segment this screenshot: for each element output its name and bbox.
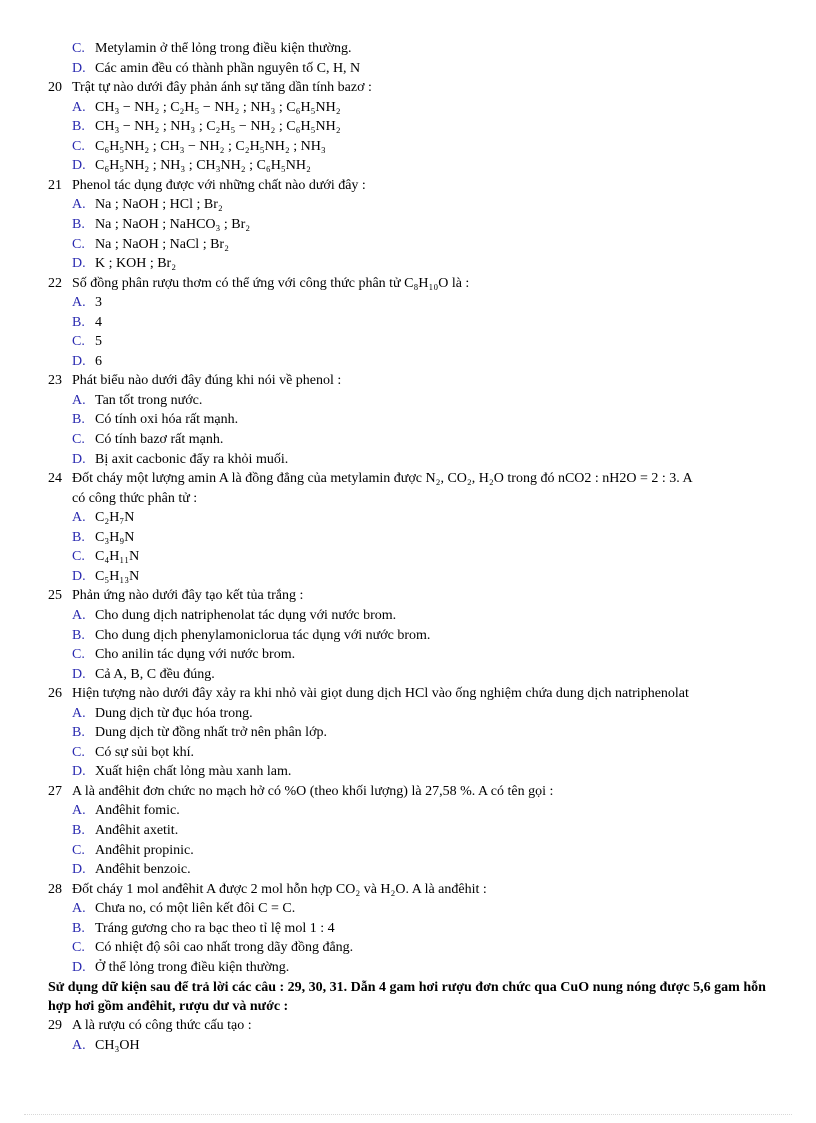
answer-option bbox=[72, 939, 353, 957]
answer-option bbox=[72, 646, 295, 664]
option-letter: D. bbox=[72, 451, 86, 467]
question-text: Phát biểu nào dưới đây đúng khi nói về phenol : bbox=[72, 373, 342, 389]
question-text: Số đồng phân rượu thơm có thể ứng với công thức phân tử C₈H₁₀O là : bbox=[72, 275, 470, 291]
option-letter: D. bbox=[72, 353, 86, 369]
question-number: 23 bbox=[48, 373, 62, 389]
question-24 bbox=[48, 470, 788, 488]
answer-option bbox=[72, 900, 295, 918]
question-text: Phenol tác dụng được với những chất nào dưới đây : bbox=[72, 177, 366, 193]
answer-option bbox=[72, 216, 250, 234]
question-number: 22 bbox=[48, 275, 62, 291]
answer-option bbox=[72, 40, 351, 58]
option-text: Xuất hiện chất lỏng màu xanh lam. bbox=[95, 764, 292, 780]
option-text: Các amin đều có thành phần nguyên tố C, H, N bbox=[95, 60, 361, 76]
option-text: Ở thể lỏng trong điều kiện thường. bbox=[95, 959, 290, 975]
option-letter: C. bbox=[72, 432, 85, 447]
answer-option bbox=[72, 920, 335, 938]
page-footer-divider bbox=[24, 1114, 792, 1115]
answer-option bbox=[72, 763, 291, 781]
option-text: Na ; NaOH ; HCl ; Br₂ bbox=[95, 197, 223, 213]
answer-option bbox=[72, 724, 327, 742]
option-text: 6 bbox=[95, 353, 102, 369]
option-text: Cho dung dịch phenylamoniclorua tác dụng với nước brom. bbox=[95, 627, 431, 643]
answer-option bbox=[72, 353, 102, 371]
answer-option bbox=[72, 451, 288, 469]
question-text: Phản ứng nào dưới đây tạo kết tủa trắng : bbox=[72, 588, 304, 604]
option-letter: C. bbox=[72, 940, 85, 956]
answer-option bbox=[72, 60, 360, 78]
option-letter: C. bbox=[72, 549, 85, 565]
question-number: 24 bbox=[48, 471, 62, 487]
option-letter: D. bbox=[72, 158, 86, 174]
question-number: 28 bbox=[48, 881, 62, 897]
option-text: CH₃ − NH₂ ; NH₃ ; C₂H₅ − NH₂ ; C₆H₅NH₂ bbox=[95, 119, 341, 135]
option-text: K ; KOH ; Br₂ bbox=[95, 256, 177, 272]
question-text: A là anđêhit đơn chức no mạch hở có %O (theo khối lượng) là 27,58 %. A có tên gọi : bbox=[72, 783, 554, 799]
answer-option bbox=[72, 705, 253, 723]
option-text: C₂H₇N bbox=[95, 510, 135, 526]
option-text: Anđêhit fomic. bbox=[95, 803, 180, 819]
question-text-continued: có công thức phân tử : bbox=[72, 490, 198, 506]
question-20 bbox=[48, 79, 788, 97]
option-letter: D. bbox=[72, 764, 86, 780]
option-letter: D. bbox=[72, 862, 86, 878]
question-26 bbox=[48, 685, 788, 703]
question-text: Đốt cháy một lượng amin A là đồng đẳng của metylamin được N₂, CO₂, H₂O trong đó nCO2 : nH2O = 2 : 3. A bbox=[72, 471, 693, 487]
answer-option bbox=[72, 744, 194, 762]
question-text: A là rượu có công thức cấu tạo : bbox=[72, 1018, 252, 1034]
option-letter: D. bbox=[72, 959, 86, 975]
option-text: C₆H₅NH₂ ; NH₃ ; CH₃NH₂ ; C₆H₅NH₂ bbox=[95, 158, 311, 174]
answer-option bbox=[72, 1037, 140, 1055]
answer-option bbox=[72, 138, 326, 156]
option-text: 4 bbox=[95, 314, 102, 330]
answer-option bbox=[72, 196, 223, 214]
option-text: Dung dịch từ đồng nhất trở nên phân lớp. bbox=[95, 725, 327, 741]
answer-option bbox=[72, 411, 238, 429]
answer-option bbox=[72, 822, 178, 840]
question-number: 26 bbox=[48, 686, 62, 702]
option-text: Cho anilin tác dụng với nước brom. bbox=[95, 647, 296, 663]
option-letter: B. bbox=[72, 529, 85, 545]
answer-option bbox=[72, 392, 202, 410]
option-text: Có nhiệt độ sôi cao nhất trong dãy đồng đẳng. bbox=[95, 940, 354, 956]
option-text: 5 bbox=[95, 334, 102, 350]
option-letter: D. bbox=[72, 666, 86, 682]
answer-option bbox=[72, 157, 311, 175]
question-22 bbox=[48, 275, 788, 293]
answer-option bbox=[72, 255, 176, 273]
option-letter: B. bbox=[72, 119, 85, 135]
option-text: Anđêhit benzoic. bbox=[95, 862, 191, 878]
option-text: Tráng gương cho ra bạc theo tỉ lệ mol 1 : 4 bbox=[95, 920, 335, 936]
option-letter: A. bbox=[72, 197, 86, 213]
option-text: Cả A, B, C đều đúng. bbox=[95, 666, 215, 682]
option-letter: D. bbox=[72, 60, 86, 76]
answer-option bbox=[72, 294, 102, 312]
option-text: Cho dung dịch natriphenolat tác dụng với nước brom. bbox=[95, 607, 397, 623]
option-text: Anđêhit axetit. bbox=[95, 823, 179, 838]
question-number: 25 bbox=[48, 588, 62, 604]
option-text: 3 bbox=[95, 295, 102, 311]
option-text: C₆H₅NH₂ ; CH₃ − NH₂ ; C₂H₅NH₂ ; NH₃ bbox=[95, 138, 326, 154]
answer-option bbox=[72, 607, 396, 625]
answer-option bbox=[72, 548, 139, 566]
option-letter: A. bbox=[72, 99, 86, 115]
answer-option bbox=[72, 529, 134, 547]
option-letter: C. bbox=[72, 334, 85, 350]
option-letter: C. bbox=[72, 138, 85, 154]
question-23 bbox=[48, 372, 788, 390]
question-25 bbox=[48, 587, 788, 605]
question-28 bbox=[48, 881, 788, 899]
option-letter: B. bbox=[72, 314, 85, 330]
answer-option bbox=[72, 99, 341, 117]
answer-option bbox=[72, 861, 191, 879]
option-letter: A. bbox=[72, 295, 86, 311]
option-text: CH₃ − NH₂ ; C₂H₅ − NH₂ ; NH₃ ; C₆H₅NH₂ bbox=[95, 99, 341, 115]
option-letter: A. bbox=[72, 1037, 86, 1053]
answer-option bbox=[72, 314, 102, 332]
option-text: Tan tốt trong nước. bbox=[95, 392, 203, 408]
option-text: Na ; NaOH ; NaHCO₃ ; Br₂ bbox=[95, 216, 251, 232]
option-text: C₃H₉N bbox=[95, 529, 135, 545]
answer-option bbox=[72, 959, 289, 977]
option-letter: B. bbox=[72, 823, 85, 838]
option-letter: B. bbox=[72, 412, 85, 428]
option-text: Anđêhit propinic. bbox=[95, 842, 194, 858]
option-text: Na ; NaOH ; NaCl ; Br₂ bbox=[95, 236, 229, 252]
option-text: C₅H₁₃N bbox=[95, 568, 140, 584]
option-text: Có tính bazơ rất mạnh. bbox=[95, 432, 224, 447]
question-29 bbox=[48, 1017, 788, 1035]
option-text: Chưa no, có một liên kết đôi C = C. bbox=[95, 901, 296, 917]
option-letter: C. bbox=[72, 647, 85, 663]
answer-option bbox=[72, 627, 430, 645]
question-text: Trật tự nào dưới đây phản ánh sự tăng dần tính bazơ : bbox=[72, 80, 372, 96]
answer-option bbox=[72, 236, 229, 254]
option-letter: A. bbox=[72, 901, 86, 917]
option-letter: B. bbox=[72, 920, 85, 936]
option-text: C₄H₁₁N bbox=[95, 549, 140, 565]
answer-option bbox=[72, 118, 341, 136]
answer-option bbox=[72, 431, 223, 449]
answer-option bbox=[72, 842, 194, 860]
answer-option bbox=[72, 802, 180, 820]
option-text: Có tính oxi hóa rất mạnh. bbox=[95, 412, 239, 428]
option-text: Bị axit cacbonic đẩy ra khỏi muối. bbox=[95, 451, 289, 467]
answer-option bbox=[72, 568, 139, 586]
option-letter: B. bbox=[72, 627, 85, 643]
answer-option bbox=[72, 509, 134, 527]
option-text: CH₃OH bbox=[95, 1037, 140, 1053]
option-letter: D. bbox=[72, 256, 86, 272]
question-text: Đốt cháy 1 mol anđêhit A được 2 mol hỗn hợp CO₂ và H₂O. A là anđêhit : bbox=[72, 881, 487, 897]
question-21 bbox=[48, 177, 788, 195]
question-number: 20 bbox=[48, 80, 62, 96]
option-text: Dung dịch từ đục hóa trong. bbox=[95, 705, 253, 721]
answer-option bbox=[72, 666, 215, 684]
option-letter: D. bbox=[72, 568, 86, 584]
option-text: Có sự sủi bọt khí. bbox=[95, 744, 194, 760]
answer-option bbox=[72, 333, 102, 351]
option-letter: C. bbox=[72, 842, 85, 858]
option-letter: C. bbox=[72, 41, 85, 56]
option-letter: A. bbox=[72, 510, 86, 526]
option-letter: A. bbox=[72, 705, 86, 721]
question-number: 21 bbox=[48, 177, 62, 193]
question-27 bbox=[48, 783, 788, 801]
option-letter: C. bbox=[72, 744, 85, 760]
option-letter: A. bbox=[72, 392, 86, 408]
option-letter: A. bbox=[72, 803, 86, 819]
data-note: Sử dụng dữ kiện sau để trả lời các câu : 29, 30, 31. Dẫn 4 gam hơi rượu đơn chức qua CuO nung nóng được 5,6 gam hỗn hợp hơi gồm anđêhit, rượu dư và nước : bbox=[48, 980, 766, 1015]
option-letter: A. bbox=[72, 607, 86, 623]
option-letter: B. bbox=[72, 725, 85, 741]
question-number: 29 bbox=[48, 1018, 62, 1034]
question-text: Hiện tượng nào dưới đây xảy ra khi nhỏ vài giọt dung dịch HCl vào ống nghiệm chứa dung dịch natriphenolat bbox=[72, 686, 689, 702]
option-letter: B. bbox=[72, 216, 85, 232]
option-text: Metylamin ở thể lỏng trong điều kiện thường. bbox=[95, 41, 352, 56]
option-letter: C. bbox=[72, 236, 85, 252]
question-number: 27 bbox=[48, 783, 62, 799]
